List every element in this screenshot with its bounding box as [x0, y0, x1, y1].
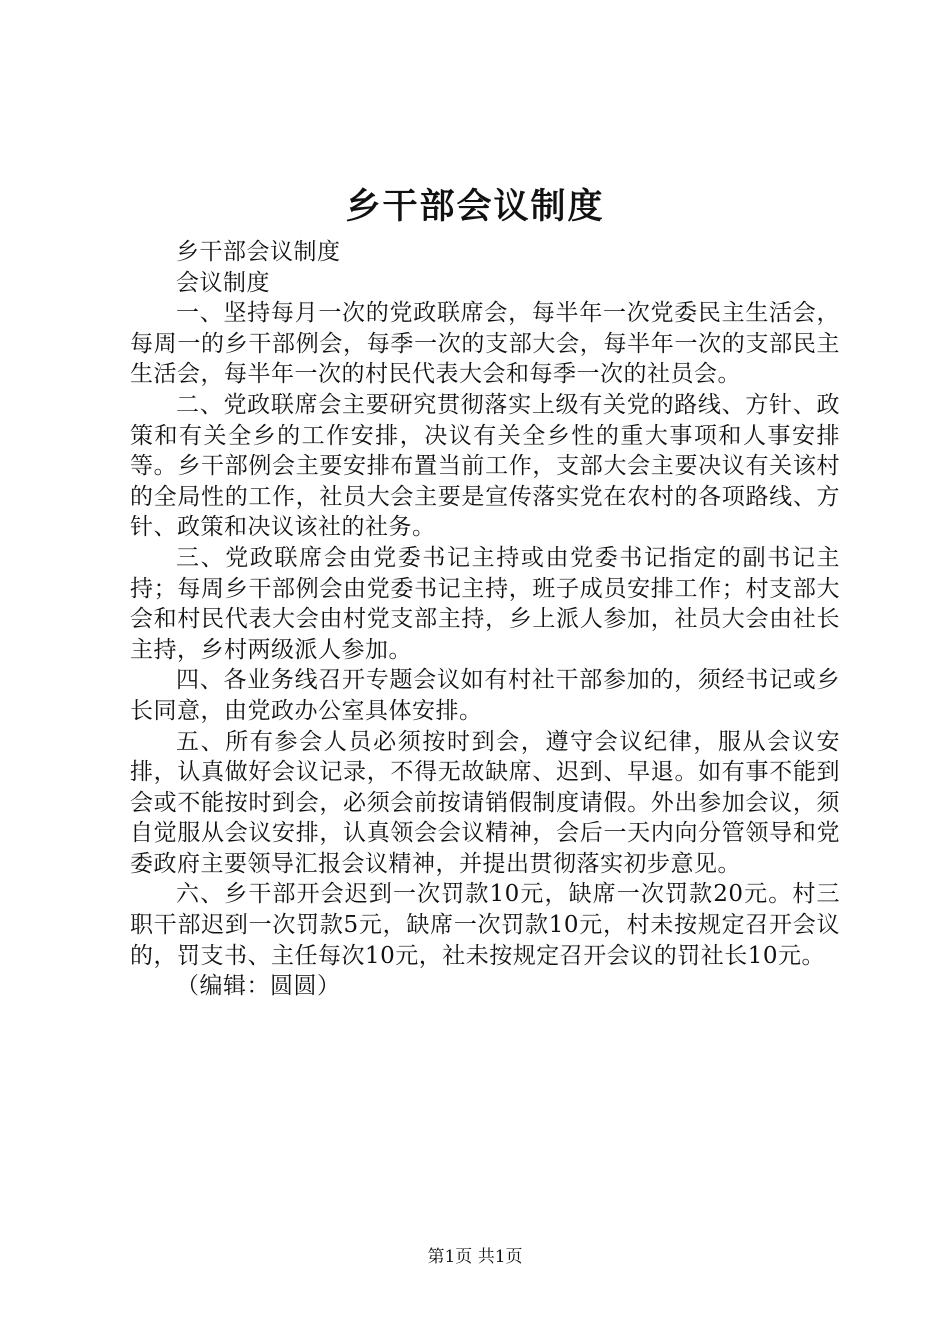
page-number-footer: 第1页 共1页 [427, 1247, 523, 1267]
clause-3-paragraph: 三、党政联席会由党委书记主持或由党委书记指定的副书记主持；每周乡干部例会由党委书记主持，班子成员安排工作；村支部大会和村民代表大会由村党支部主持，乡上派人参加，社员大会由社长主持，乡村两级派人参加。 [130, 544, 840, 663]
clause-4-paragraph: 四、各业务线召开专题会议如有村社干部参加的，须经书记或乡长同意，由党政办公室具体安排。 [130, 667, 840, 724]
clause-2-paragraph: 二、党政联席会主要研究贯彻落实上级有关党的路线、方针、政策和有关全乡的工作安排，决议有关全乡性的重大事项和人事安排等。乡干部例会主要安排布置当前工作，支部大会主要决议有关该村的全局性的工作，社员大会主要是宣传落实党在农村的各项路线、方针、政策和决议该社的社务。 [130, 391, 840, 541]
section-heading: 会议制度 [176, 269, 270, 296]
editor-note: （编辑：圆圆） [176, 973, 341, 1000]
clause-5-paragraph: 五、所有参会人员必须按时到会，遵守会议纪律，服从会议安排，认真做好会议记录，不得无故缺席、迟到、早退。如有事不能到会或不能按时到会，必须会前按请销假制度请假。外出参加会议，须自觉服从会议安排，认真领会会议精神，会后一天内向分管领导和党委政府主要领导汇报会议精神，并提出贯彻落实初步意见。 [130, 728, 840, 877]
document-title: 乡干部会议制度 [345, 187, 605, 227]
subtitle-paragraph: 乡干部会议制度 [176, 239, 341, 265]
clause-1-paragraph: 一、坚持每月一次的党政联席会，每半年一次党委民主生活会，每周一的乡干部例会，每季一次的支部大会，每半年一次的支部民主生活会，每半年一次的村民代表大会和每季一次的社员会。 [130, 300, 840, 388]
clause-6-paragraph: 六、乡干部开会迟到一次罚款10元，缺席一次罚款20元。村三职干部迟到一次罚款5元，缺席一次罚款10元，村未按规定召开会议的，罚支书、主任每次10元，社未按规定召开会议的罚社长10元。 [130, 881, 840, 969]
document-body [130, 237, 840, 1002]
